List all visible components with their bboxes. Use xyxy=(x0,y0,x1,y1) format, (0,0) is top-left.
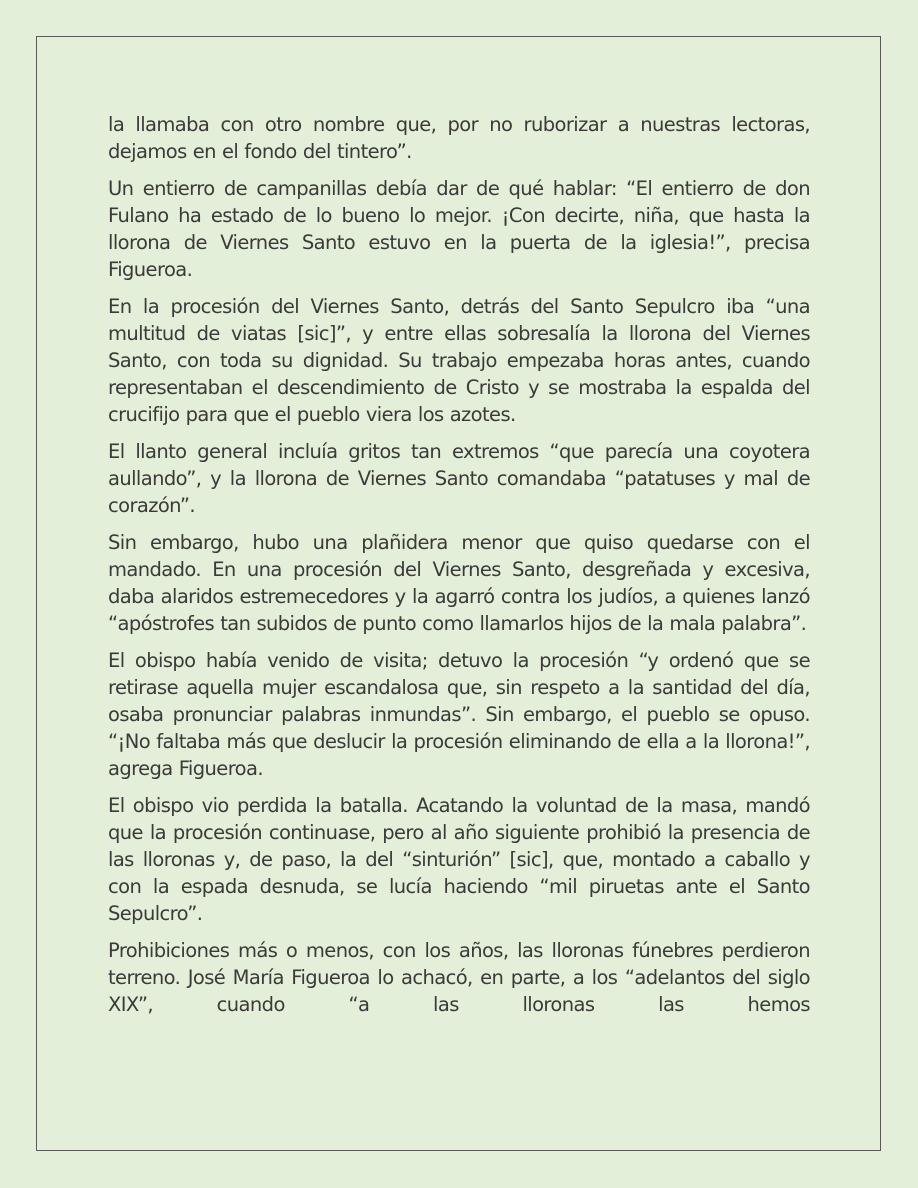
paragraph-3: En la procesión del Viernes Santo, detrás del Santo Sepulcro iba “una multitud de viatas [sic]”, y entre ellas sobresalía la llorona del Viernes Santo, con toda su dignidad. Su trabajo empezaba horas antes, cuando representaban el descendimiento de Cristo y se mostraba la espalda del crucifijo para que el pueblo viera los azotes. xyxy=(108,295,810,426)
paragraph-1: la llamaba con otro nombre que, por no ruborizar a nuestras lectoras, dejamos en el fondo del tintero”. xyxy=(108,113,810,163)
text-body xyxy=(108,111,810,1028)
paragraph-5: Sin embargo, hubo una plañidera menor que quiso quedarse con el mandado. En una procesión del Viernes Santo, desgreñada y excesiva, daba alaridos estremecedores y la agarró contra los judíos, a quienes lanzó “apóstrofes tan subidos de punto como llamarlos hijos de la mala palabra”. xyxy=(108,531,810,635)
paragraph-2: Un entierro de campanillas debía dar de qué hablar: “El entierro de don Fulano ha estado de lo bueno lo mejor. ¡Con decirte, niña, que hasta la llorona de Viernes Santo estuvo en la puerta de la iglesia!”, precisa Figueroa. xyxy=(108,177,810,281)
paragraph-4: El llanto general incluía gritos tan extremos “que parecía una coyotera aullando”, y la llorona de Viernes Santo comandaba “patatuses y mal de corazón”. xyxy=(108,440,810,517)
paragraph-6: El obispo había venido de visita; detuvo la procesión “y ordenó que se retirase aquella mujer escandalosa que, sin respeto a la santidad del día, osaba pronunciar palabras inmundas”. Sin embargo, el pueblo se opuso. “¡No faltaba más que deslucir la procesión eliminando de ella a la llorona!”, agrega Figueroa. xyxy=(108,649,810,780)
paragraph-8: Prohibiciones más o menos, con los años, las lloronas fúnebres perdieron terreno. José María Figueroa lo achacó, en parte, a los “adelantos del siglo XIX”, cuando “a las lloronas las hemos xyxy=(108,939,810,1016)
paragraph-7: El obispo vio perdida la batalla. Acatando la voluntad de la masa, mandó que la procesión continuase, pero al año siguiente prohibió la presencia de las lloronas y, de paso, la del “sinturión” [sic], que, montado a caballo y con la espada desnuda, se lucía haciendo “mil piruetas ante el Santo Sepulcro”. xyxy=(108,794,810,925)
